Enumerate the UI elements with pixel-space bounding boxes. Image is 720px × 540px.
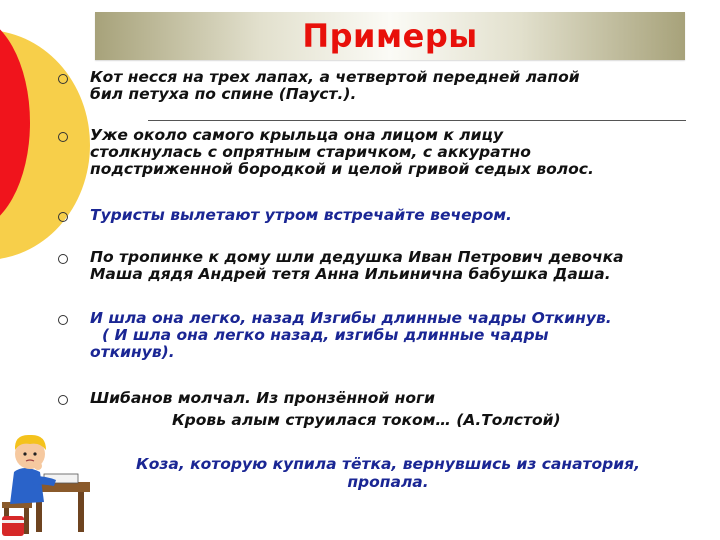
item-text (90, 207, 680, 224)
item-line: Маша дядя Андрей тетя Анна Ильинична бабушка Даша. (90, 265, 611, 283)
student-clipart-icon (0, 420, 95, 540)
schoolbag (2, 516, 24, 536)
item-line: Кот несся на трех лапах, а четвертой передней лапой (90, 68, 580, 86)
slide-title: Примеры (302, 17, 478, 55)
title-banner (95, 12, 685, 60)
item-line: Кровь алым струилася током… (А.Толстой) (172, 411, 561, 429)
list-item (58, 310, 698, 361)
bullet-icon (58, 395, 68, 405)
item-line: Туристы вылетают утром встречайте вечером. (90, 206, 512, 224)
item-line: И шла она легко, назад Изгибы длинные чадры Откинув. (90, 309, 612, 327)
list-item (58, 249, 698, 283)
divider-line (148, 120, 686, 121)
eye (33, 452, 36, 455)
extra-example (88, 455, 688, 491)
bullet-icon (58, 132, 68, 142)
item-line: ( И шла она легко назад, изгибы длинные чадры (102, 326, 549, 344)
item-line: Уже около самого крыльца она лицом к лицу (90, 126, 504, 144)
item-line: откинув). (90, 343, 175, 361)
bullet-icon (58, 315, 68, 325)
item-line: столкнулась с опрятным старичком, с аккуратно (90, 143, 531, 161)
bullet-icon (58, 212, 68, 222)
bullet-icon (58, 254, 68, 264)
item-line: По тропинке к дому шли дедушка Иван Петрович девочка (90, 248, 624, 266)
list-item (58, 127, 698, 178)
item-line: бил петуха по спине (Пауст.). (90, 85, 357, 103)
item-text (90, 390, 680, 429)
list-item (58, 207, 698, 224)
item-text (90, 310, 680, 361)
desk-leg (78, 492, 84, 532)
hand (34, 462, 42, 470)
list-item (58, 69, 698, 103)
shirt (10, 468, 44, 504)
item-text (90, 249, 680, 283)
bag-strap (2, 520, 24, 523)
extra-line: Коза, которую купила тётка, вернувшись из санатория, (136, 455, 640, 473)
bullet-icon (58, 74, 68, 84)
item-text (90, 127, 680, 178)
item-line: Шибанов молчал. Из пронзённой ноги (90, 389, 435, 407)
extra-line: пропала. (347, 473, 429, 491)
item-line: подстриженной бородкой и целой гривой седых волос. (90, 160, 594, 178)
chair-leg (24, 508, 29, 534)
item-text (90, 69, 680, 103)
eye (23, 452, 26, 455)
list-item (58, 390, 698, 429)
